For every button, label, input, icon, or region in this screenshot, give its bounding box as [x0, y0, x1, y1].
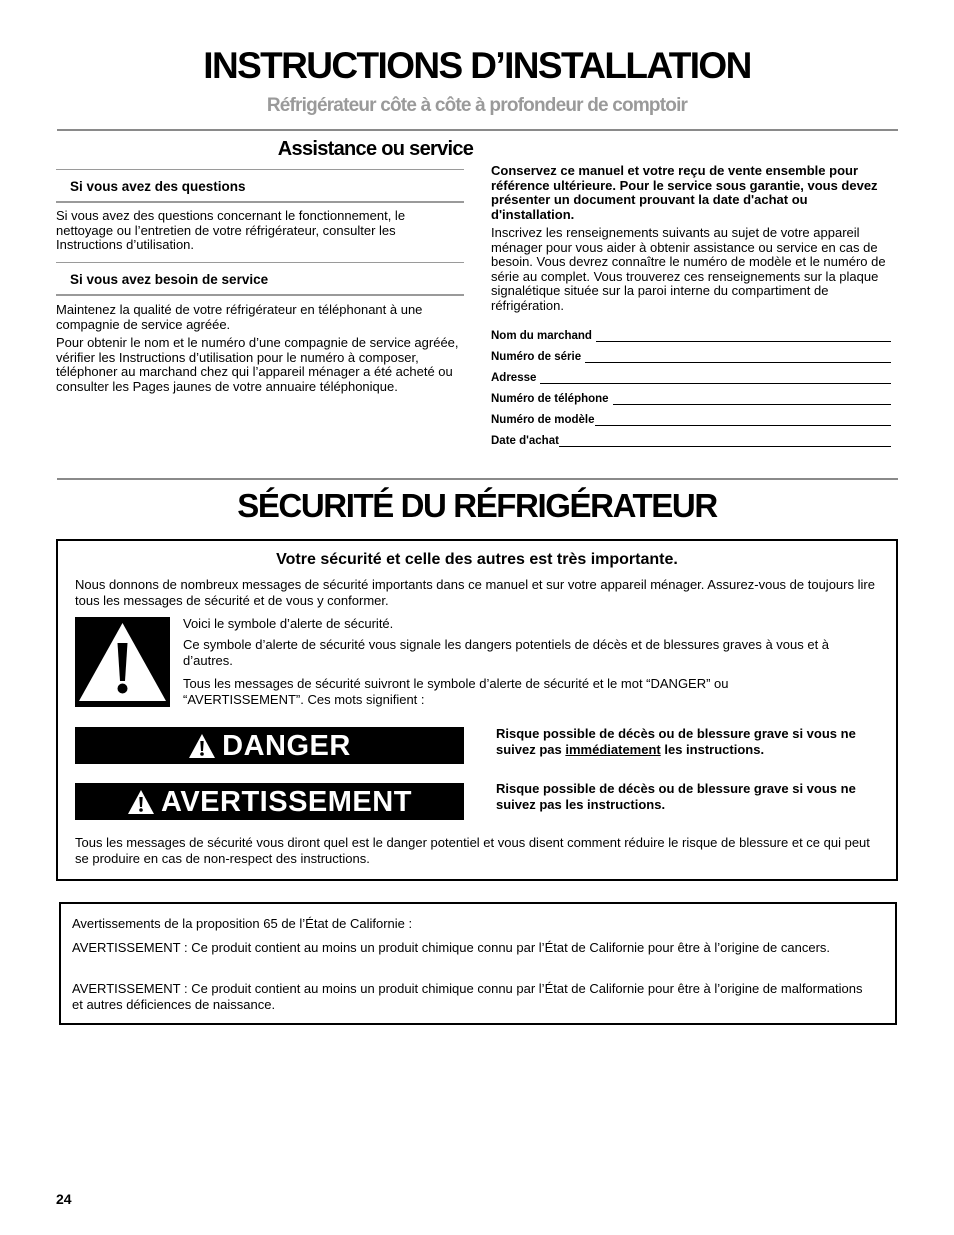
- danger-signal-bar: [75, 727, 464, 764]
- questions-subheading: [56, 169, 464, 203]
- purchase-date-label: Date d'achat: [491, 435, 559, 447]
- warning-word: AVERTISSEMENT: [161, 785, 412, 818]
- address-field[interactable]: [491, 369, 891, 384]
- symbol-line-2: Ce symbole d’alerte de sécurité vous signale les dangers potentiels de décès et de blessures graves à vous et à d’autres.: [183, 637, 830, 668]
- purchase-date-field[interactable]: [491, 432, 891, 447]
- safety-box-heading: Votre sécurité et celle des autres est très importante.: [276, 551, 678, 568]
- serial-field[interactable]: [491, 348, 891, 363]
- dealer-label: Nom du marchand: [491, 330, 592, 342]
- safety-closing: Tous les messages de sécurité vous diront quel est le danger potentiel et vous disent comment réduire le risque de blessure et ce qui peut se produire en cas de non-respect des instructions.: [75, 835, 870, 866]
- warning-signal-bar: [75, 783, 464, 820]
- phone-field[interactable]: [491, 390, 891, 405]
- service-subheading-text: Si vous avez besoin de service: [70, 272, 269, 287]
- danger-alert-icon: [188, 733, 216, 759]
- safety-alert-symbol: [75, 617, 170, 707]
- danger-description: Risque possible de décès ou de blessure grave si vous ne suivez pas immédiatement les instructions.: [496, 726, 856, 757]
- serial-label: Numéro de série: [491, 351, 582, 363]
- service-paragraph-1: Maintenez la qualité de votre réfrigérateur en téléphonant à une compagnie de service agréée.: [56, 302, 423, 332]
- danger-word: DANGER: [222, 729, 351, 762]
- phone-label: Numéro de téléphone: [491, 393, 609, 405]
- prop65-warning-1: AVERTISSEMENT : Ce produit contient au moins un produit chimique connu par l’État de Californie pour être à l’origine de cancers.: [72, 940, 831, 955]
- warning-triangle-icon: [75, 617, 170, 707]
- service-paragraph-2: Pour obtenir le nom et le numéro d’une compagnie de service agréée, vérifier les Instructions d’utilisation pour le numéro à composer, téléphoner au marchand chez qui l’appareil ménager a été acheté ou consulter les Pages jaunes de votre annuaire téléphonique.: [56, 335, 459, 394]
- dealer-field[interactable]: [491, 327, 891, 342]
- prop65-box: [59, 902, 897, 1025]
- warning-description: Risque possible de décès ou de blessure grave si vous ne suivez pas les instructions.: [496, 781, 856, 812]
- page-number: 24: [56, 1191, 72, 1207]
- safety-box: [56, 539, 898, 881]
- safety-intro: Nous donnons de nombreux messages de sécurité importants dans ce manuel et sur votre appareil ménager. Assurez-vous de toujours lire tous les messages de sécurité et de vous y conformer.: [75, 577, 875, 608]
- questions-paragraph: Si vous avez des questions concernant le fonctionnement, le nettoyage ou l’entretien de votre réfrigérateur, consulter les Instructions d’utilisation.: [56, 208, 406, 253]
- page-title: INSTRUCTIONS D’INSTALLATION: [203, 45, 751, 86]
- prop65-heading: Avertissements de la proposition 65 de l’État de Californie :: [72, 916, 413, 931]
- assistance-heading: Assistance ou service: [277, 138, 474, 160]
- record-info-paragraph: Inscrivez les renseignements suivants au sujet de votre appareil ménager pour vous aider à obtenir assistance ou service en cas de besoin. Vous devrez connaître le numéro de modèle et le numéro de série au complet. Vous trouverez ces renseignements sur la plaque signalétique située sur la paroi interne du compartiment de réfrigération.: [491, 225, 886, 313]
- model-label: Numéro de modèle: [491, 414, 595, 426]
- emphasis-immediately: immédiatement: [565, 742, 661, 757]
- symbol-line-1: Voici le symbole d’alerte de sécurité.: [183, 616, 394, 631]
- page-subtitle: Réfrigérateur côte à côte à profondeur de comptoir: [266, 95, 688, 116]
- symbol-line-3: Tous les messages de sécurité suivront le symbole d’alerte de sécurité et le mot “DANGER” ou “AVERTISSEMENT”. Ces mots signifient :: [183, 676, 729, 707]
- address-label: Adresse: [491, 372, 537, 384]
- keep-manual-paragraph: Conservez ce manuel et votre reçu de vente ensemble pour référence ultérieure. Pour le service sous garantie, vous devez présenter un document prouvant la date d'achat ou d'installation.: [491, 163, 878, 222]
- service-subheading: [56, 262, 464, 296]
- warning-alert-icon: [127, 789, 155, 815]
- prop65-warning-2: AVERTISSEMENT : Ce produit contient au moins un produit chimique connu par l’État de Californie pour être à l’origine de malformations et autres déficiences de naissance.: [72, 981, 863, 1012]
- top-divider: [57, 129, 898, 131]
- middle-divider: [57, 478, 898, 480]
- model-field[interactable]: [491, 411, 891, 426]
- questions-subheading-text: Si vous avez des questions: [70, 179, 246, 194]
- safety-title: SÉCURITÉ DU RÉFRIGÉRATEUR: [237, 487, 717, 524]
